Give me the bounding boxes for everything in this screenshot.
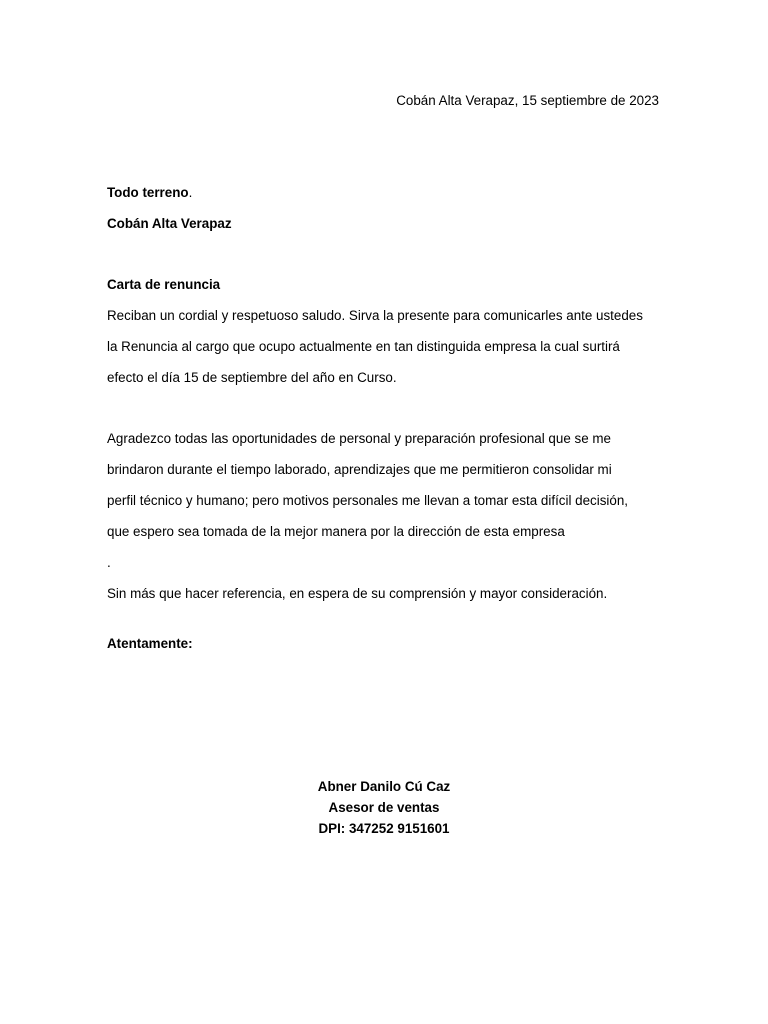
- sign-off: Atentamente:: [107, 636, 193, 651]
- date-line: Cobán Alta Verapaz, 15 septiembre de 2023: [396, 93, 659, 108]
- signature-name: Abner Danilo Cú Caz: [317, 779, 451, 794]
- signature-id: DPI: 347252 9151601: [318, 821, 450, 836]
- paragraph1-line: Reciban un cordial y respetuoso saludo. Sirva la presente para comunicarles ante ustedes: [107, 308, 643, 323]
- recipient-name-period: .: [188, 185, 193, 200]
- signature-title: Asesor de ventas: [328, 800, 440, 815]
- recipient-location: Cobán Alta Verapaz: [107, 216, 232, 231]
- paragraph2-line: perfil técnico y humano; pero motivos personales me llevan a tomar esta difícil decisión,: [107, 493, 628, 508]
- recipient-name-line: [107, 184, 192, 202]
- paragraph2-trailing-period: .: [107, 555, 111, 570]
- paragraph2-line: que espero sea tomada de la mejor manera por la dirección de esta empresa: [107, 524, 565, 539]
- letter-subject: Carta de renuncia: [107, 277, 221, 292]
- paragraph1-line: la Renuncia al cargo que ocupo actualmente en tan distinguida empresa la cual surtirá: [107, 339, 620, 354]
- recipient-name: Todo terreno: [107, 185, 189, 200]
- paragraph1-line: efecto el día 15 de septiembre del año en Curso.: [107, 370, 397, 385]
- paragraph2-line: Agradezco todas las oportunidades de personal y preparación profesional que se me: [107, 431, 611, 446]
- closing-line: Sin más que hacer referencia, en espera de su comprensión y mayor consideración.: [107, 586, 608, 601]
- paragraph2-line: brindaron durante el tiempo laborado, aprendizajes que me permitieron consolidar mi: [107, 462, 612, 477]
